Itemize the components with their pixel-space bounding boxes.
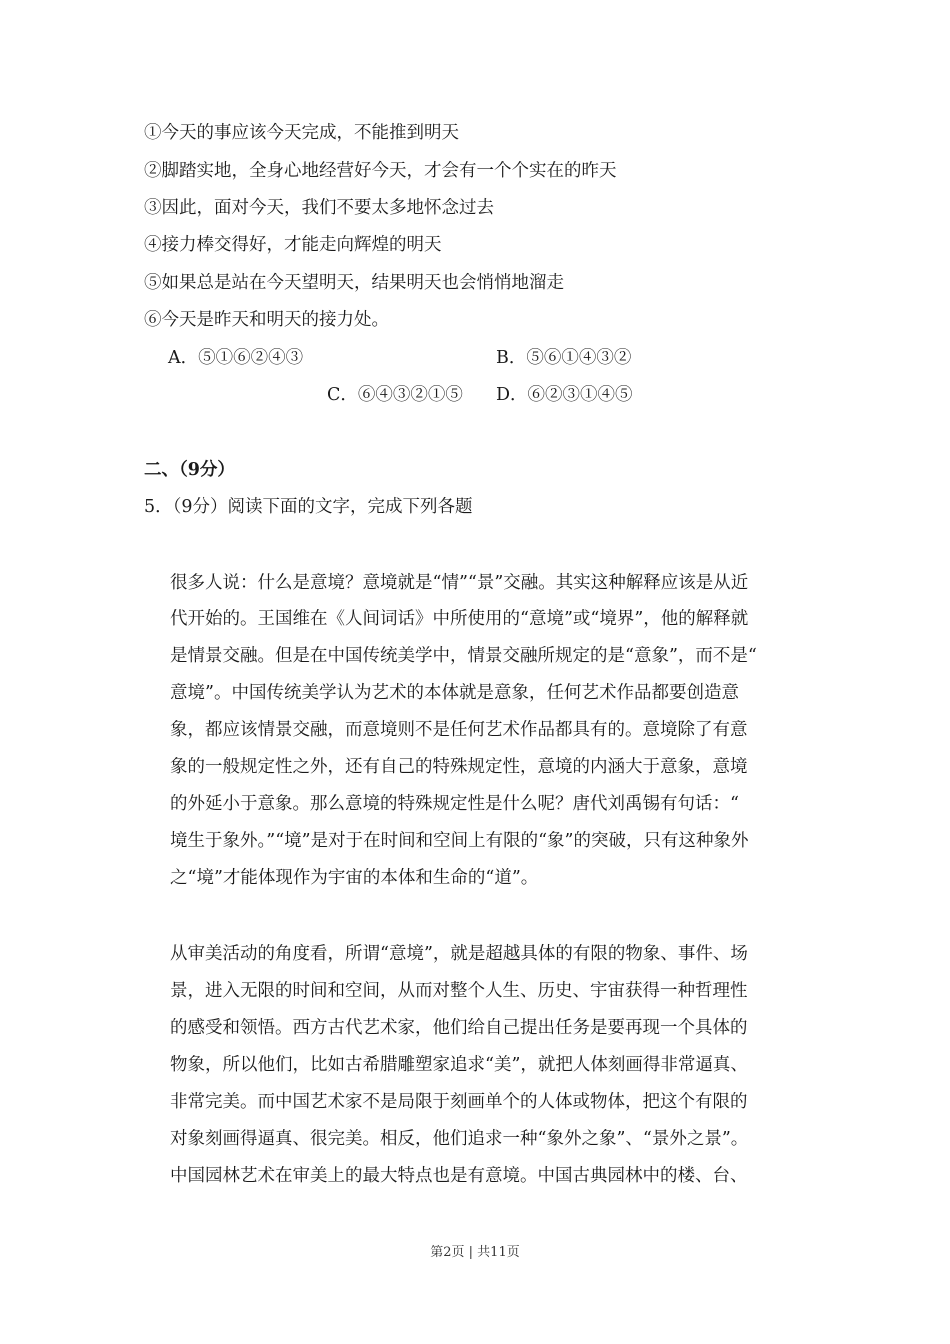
ordering-item: ②脚踏实地，全身心地经营好今天，才会有一个个实在的昨天 bbox=[144, 161, 617, 181]
passage-line: 从审美活动的角度看，所谓“意境”，就是超越具体的有限的物象、事件、场 bbox=[170, 944, 748, 964]
section-heading: 二、（9分） bbox=[144, 460, 235, 480]
ordering-item: ④接力棒交得好，才能走向辉煌的明天 bbox=[144, 235, 442, 255]
passage-line: 境生于象外。”“境”是对于在时间和空间上有限的“象”的突破，只有这种象外 bbox=[170, 831, 749, 851]
passage-line: 的感受和领悟。西方古代艺术家，他们给自己提出任务是要再现一个具体的 bbox=[170, 1018, 748, 1038]
option-c: C．⑥④③②①⑤ bbox=[327, 385, 463, 405]
passage-line: 象的一般规定性之外，还有自己的特殊规定性，意境的内涵大于意象，意境 bbox=[170, 757, 748, 777]
ordering-item: ⑤如果总是站在今天望明天，结果明天也会悄悄地溜走 bbox=[144, 273, 564, 293]
passage-line: 很多人说：什么是意境？意境就是“情”“景”交融。其实这种解释应该是从近 bbox=[170, 573, 749, 593]
passage-line: 的外延小于意象。那么意境的特殊规定性是什么呢？唐代刘禹锡有句话：“ bbox=[170, 794, 739, 814]
ordering-item: ③因此，面对今天，我们不要太多地怀念过去 bbox=[144, 198, 494, 218]
passage-line: 景，进入无限的时间和空间，从而对整个人生、历史、宇宙获得一种哲理性 bbox=[170, 981, 748, 1001]
passage-line: 非常完美。而中国艺术家不是局限于刻画单个的人体或物体，把这个有限的 bbox=[170, 1092, 748, 1112]
ordering-item: ⑥今天是昨天和明天的接力处。 bbox=[144, 310, 389, 330]
option-a: A．⑤①⑥②④③ bbox=[168, 348, 304, 368]
passage-line: 代开始的。王国维在《人间词话》中所使用的“意境”或“境界”，他的解释就 bbox=[170, 609, 749, 629]
passage-line: 中国园林艺术在审美上的最大特点也是有意境。中国古典园林中的楼、台、 bbox=[170, 1166, 748, 1186]
passage-line: 是情景交融。但是在中国传统美学中，情景交融所规定的是“意象”，而不是“ bbox=[170, 646, 757, 666]
option-b: B．⑤⑥①④③② bbox=[496, 348, 632, 368]
question-stem: 5．（9分）阅读下面的文字，完成下列各题 bbox=[144, 497, 473, 517]
ordering-item: ①今天的事应该今天完成，不能推到明天 bbox=[144, 123, 459, 143]
page-footer: 第2页 | 共11页 bbox=[430, 1245, 520, 1260]
option-d: D．⑥②③①④⑤ bbox=[496, 385, 633, 405]
passage-line: 意境”。中国传统美学认为艺术的本体就是意象，任何艺术作品都要创造意 bbox=[170, 683, 739, 703]
passage-line: 对象刻画得逼真、很完美。相反，他们追求一种“象外之象”、“景外之景”。 bbox=[170, 1129, 749, 1149]
passage-line: 象，都应该情景交融，而意境则不是任何艺术作品都具有的。意境除了有意 bbox=[170, 720, 748, 740]
passage-line: 物象，所以他们，比如古希腊雕塑家追求“美”，就把人体刻画得非常逼真、 bbox=[170, 1055, 748, 1075]
passage-line: 之“境”才能体现作为宇宙的本体和生命的“道”。 bbox=[170, 868, 539, 888]
